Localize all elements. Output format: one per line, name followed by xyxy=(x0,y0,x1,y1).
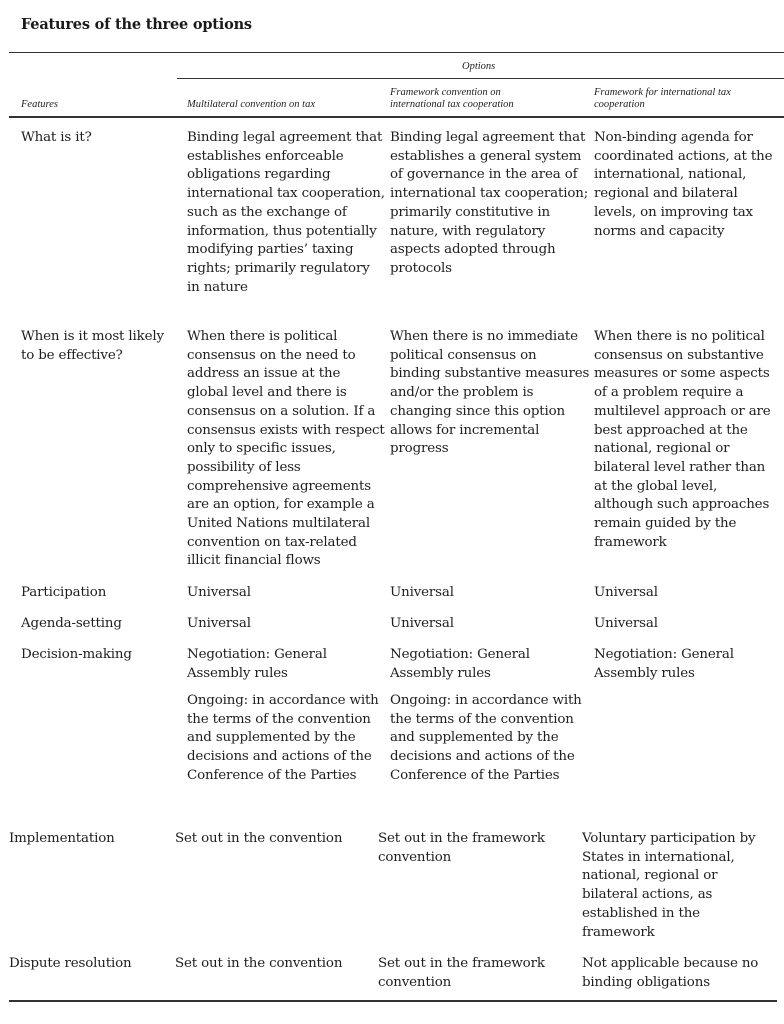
options-header: Options xyxy=(462,61,496,72)
features-header: Features xyxy=(21,99,58,110)
top-rule xyxy=(9,52,784,53)
row-when-multilateral: When there is political consensus on the need to address an issue at the global level and there is consensus on a solution. If a consensus exists with respect only to specific issues, possibility of less comprehensive agreements are an option, for example a United Nations multilateral convention on tax-related illicit financial flows xyxy=(187,329,385,569)
row-decision-feature: Decision-making xyxy=(21,647,132,662)
row-decision-framework: Negotiation: General Assembly rules xyxy=(594,647,734,681)
row-implementation-framework: Voluntary participation by States in international, national, regional or bilateral actions, as established in the framework xyxy=(582,831,756,940)
row-when-framework-convention: When there is no immediate political consensus on binding substantive measures and/or the problem is changing since this option allows for incremental progress xyxy=(390,329,590,457)
row-when-feature: When is it most likely to be effective? xyxy=(21,329,164,363)
row-what-multilateral: Binding legal agreement that establishes enforceable obligations regarding international tax cooperation, such as the exchange of information, thus potentially modifying parties’ taxing rights; primarily regulatory in nature xyxy=(187,130,385,295)
row-what-framework: Non-binding agenda for coordinated actions, at the international, national, regional and bilateral levels, on improving tax norms and capacity xyxy=(594,130,773,239)
col3-header-line2: cooperation xyxy=(594,99,645,110)
row-participation-multilateral: Universal xyxy=(187,585,251,600)
row-agenda-multilateral: Universal xyxy=(187,616,251,631)
col2-header-line1: Framework convention on xyxy=(390,87,501,98)
row-dispute-framework-convention: Set out in the framework convention xyxy=(378,956,545,990)
row-when-framework: When there is no political consensus on substantive measures or some aspects of a problem require a multilevel approach or are best approached at the national, regional or bilateral level rather than at the global level, although such approaches remain guided by the framework xyxy=(594,329,771,550)
row-implementation-feature: Implementation xyxy=(9,831,115,846)
row-participation-framework: Universal xyxy=(594,585,658,600)
row-dispute-feature: Dispute resolution xyxy=(9,956,132,971)
col1-header: Multilateral convention on tax xyxy=(187,99,316,110)
row-participation-framework-convention: Universal xyxy=(390,585,454,600)
col2-header-line2: international tax cooperation xyxy=(390,99,514,110)
row-agenda-feature: Agenda-setting xyxy=(21,616,122,631)
col3-header-line1: Framework for international tax xyxy=(594,87,731,98)
row-dispute-multilateral: Set out in the convention xyxy=(175,956,343,971)
options-rule xyxy=(177,78,784,79)
table-title: Features of the three options xyxy=(21,16,252,33)
col2-header xyxy=(390,87,514,111)
row-agenda-framework: Universal xyxy=(594,616,658,631)
row-decision-multilateral: Negotiation: General Assembly rules xyxy=(187,647,327,681)
row-implementation-multilateral: Set out in the convention xyxy=(175,831,343,846)
row-what-framework-convention: Binding legal agreement that establishes a general system of governance in the area of international tax cooperation; primarily constitutive in nature, with regulatory aspects adopted through protocols xyxy=(390,130,589,276)
row-decision-ongoing-multilateral: Ongoing: in accordance with the terms of the convention and supplemented by the decisions and actions of the Conference of the Parties xyxy=(187,693,379,783)
row-agenda-framework-convention: Universal xyxy=(390,616,454,631)
bottom-rule xyxy=(9,1000,777,1002)
row-participation-feature: Participation xyxy=(21,585,107,600)
row-implementation-framework-convention: Set out in the framework convention xyxy=(378,831,545,865)
row-decision-ongoing-framework-convention: Ongoing: in accordance with the terms of the convention and supplemented by the decisions and actions of the Conference of the Parties xyxy=(390,693,582,783)
row-dispute-framework: Not applicable because no binding obligations xyxy=(582,956,759,990)
col3-header xyxy=(594,87,731,111)
row-what-feature: What is it? xyxy=(21,130,92,145)
header-rule xyxy=(9,116,784,118)
row-decision-framework-convention: Negotiation: General Assembly rules xyxy=(390,647,530,681)
